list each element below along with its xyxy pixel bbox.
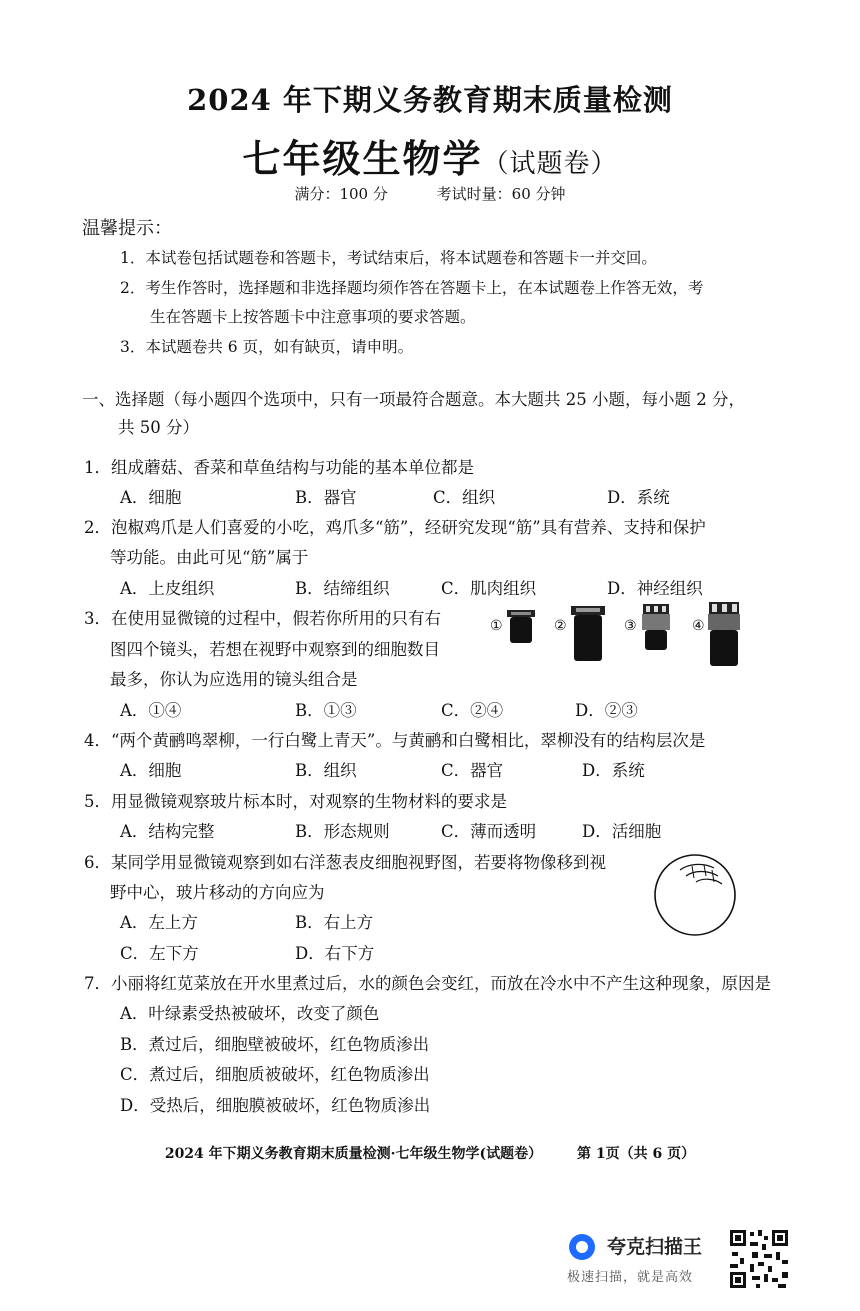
footer-exam-name: 2024 年下期义务教育期末质量检测·七年级生物学(试题卷） bbox=[164, 1146, 543, 1162]
question-1-option-b: B．器官 bbox=[295, 488, 357, 507]
qr-code-icon bbox=[728, 1228, 790, 1290]
question-6-option-c: C．左下方 bbox=[120, 944, 199, 963]
question-1-stem: 1．组成蘑菇、香菜和草鱼结构与功能的基本单位都是 bbox=[84, 458, 474, 477]
exam-meta bbox=[0, 183, 860, 204]
question-2-option-b: B．结缔组织 bbox=[295, 579, 390, 598]
question-4-option-d: D．系统 bbox=[582, 761, 645, 780]
question-4-option-c: C．器官 bbox=[441, 761, 504, 780]
question-4-option-a: A．细胞 bbox=[120, 761, 182, 780]
question-6-stem: 6．某同学用显微镜观察到如右洋葱表皮细胞视野图，若要将物像移到视 bbox=[84, 853, 606, 872]
question-5-option-d: D．活细胞 bbox=[582, 822, 662, 841]
question-3-option-d: D．②③ bbox=[575, 701, 638, 720]
question-2-stem-cont: 等功能。由此可见“筋”属于 bbox=[110, 548, 309, 567]
question-5-option-c: C．薄而透明 bbox=[441, 822, 537, 841]
exam-title-main bbox=[0, 128, 860, 183]
question-2-option-c: C．肌肉组织 bbox=[441, 579, 537, 598]
question-7-option-a: A．叶绿素受热被破坏，改变了颜色 bbox=[120, 1004, 380, 1023]
question-6-option-a: A．左上方 bbox=[120, 913, 198, 932]
footer-page-info: 第 1页（共 6 页） bbox=[577, 1146, 696, 1162]
question-7-option-b: B．煮过后，细胞壁被破坏，红色物质渗出 bbox=[120, 1035, 430, 1054]
question-3-stem-cont1: 图四个镜头，若想在视野中观察到的细胞数目 bbox=[110, 640, 440, 659]
question-6-stem-cont: 野中心，玻片移动的方向应为 bbox=[110, 883, 325, 902]
lens-label-3: ③ bbox=[624, 618, 637, 634]
brand-slogan: 极速扫描，就是高效 bbox=[567, 1270, 694, 1285]
lens-figure bbox=[488, 600, 738, 680]
question-1-option-c: C．组织 bbox=[433, 488, 496, 507]
scanner-watermark bbox=[567, 1228, 727, 1288]
lens-label-2: ② bbox=[554, 618, 567, 634]
tip-item-3: 3．本试题卷共 6 页，如有缺页，请申明。 bbox=[120, 338, 414, 356]
question-4-stem: 4．“两个黄鹂鸣翠柳，一行白鹭上青天”。与黄鹂和白鹭相比，翠柳没有的结构层次是 bbox=[84, 731, 706, 750]
question-7-option-d: D．受热后，细胞膜被破坏，红色物质渗出 bbox=[120, 1096, 431, 1115]
question-6-option-d: D．右下方 bbox=[295, 944, 375, 963]
question-3-stem-cont2: 最多，你认为应选用的镜头组合是 bbox=[110, 670, 358, 689]
section-heading: 一、选择题（每小题四个选项中，只有一项最符合题意。本大题共 25 小题，每小题 2 分， bbox=[82, 390, 745, 409]
question-2-option-a: A．上皮组织 bbox=[120, 579, 215, 598]
section-heading-cont: 共 50 分） bbox=[118, 418, 199, 437]
question-1-option-a: A．细胞 bbox=[120, 488, 182, 507]
lens-label-4: ④ bbox=[692, 618, 705, 634]
tip-item-2-cont: 生在答题卡上按答题卡中注意事项的要求答题。 bbox=[150, 308, 476, 326]
quark-logo-icon bbox=[569, 1234, 595, 1260]
question-2-stem: 2．泡椒鸡爪是人们喜爱的小吃，鸡爪多“筋”，经研究发现“筋”具有营养、支持和保护 bbox=[84, 518, 706, 537]
question-7-option-c: C．煮过后，细胞质被破坏，红色物质渗出 bbox=[120, 1065, 430, 1084]
question-3-option-a: A．①④ bbox=[120, 701, 182, 720]
exam-title-line1: 2024 年下期义务教育期末质量检测 bbox=[187, 83, 673, 117]
question-5-option-b: B．形态规则 bbox=[295, 822, 390, 841]
full-score: 满分：100 分 bbox=[294, 185, 388, 203]
lens-label-1: ① bbox=[490, 618, 503, 634]
question-4-option-b: B．组织 bbox=[295, 761, 357, 780]
lens-3-icon bbox=[640, 602, 672, 654]
tips-heading: 温馨提示： bbox=[82, 218, 172, 239]
lens-2-icon bbox=[570, 604, 606, 664]
question-3-option-c: C．②④ bbox=[441, 701, 504, 720]
question-3-option-b: B．①③ bbox=[295, 701, 357, 720]
question-1-option-d: D．系统 bbox=[607, 488, 670, 507]
brand-name: 夸克扫描王 bbox=[607, 1236, 703, 1258]
exam-time: 考试时量：60 分钟 bbox=[436, 185, 566, 203]
tip-item-2: 2．考生作答时，选择题和非选择题均须作答在答题卡上，在本试题卷上作答无效，考 bbox=[120, 279, 704, 297]
microscope-field-icon bbox=[652, 852, 738, 938]
page-footer bbox=[0, 1143, 860, 1163]
question-5-option-a: A．结构完整 bbox=[120, 822, 215, 841]
question-3-stem: 3．在使用显微镜的过程中，假若你所用的只有右 bbox=[84, 609, 441, 628]
question-5-stem: 5．用显微镜观察玻片标本时，对观察的生物材料的要求是 bbox=[84, 792, 507, 811]
tip-item-1: 1．本试卷包括试题卷和答题卡，考试结束后，将本试题卷和答题卡一并交回。 bbox=[120, 249, 657, 267]
question-2-option-d: D．神经组织 bbox=[607, 579, 703, 598]
subject-title: 七年级生物学 bbox=[242, 136, 483, 181]
question-7-stem: 7．小丽将红苋菜放在开水里煮过后，水的颜色会变红，而放在冷水中不产生这种现象，原因是 bbox=[84, 974, 771, 993]
lens-4-icon bbox=[706, 600, 742, 668]
lens-1-icon bbox=[506, 608, 536, 646]
question-6-option-b: B．右上方 bbox=[295, 913, 374, 932]
subject-subtitle: （试题卷） bbox=[482, 149, 618, 179]
